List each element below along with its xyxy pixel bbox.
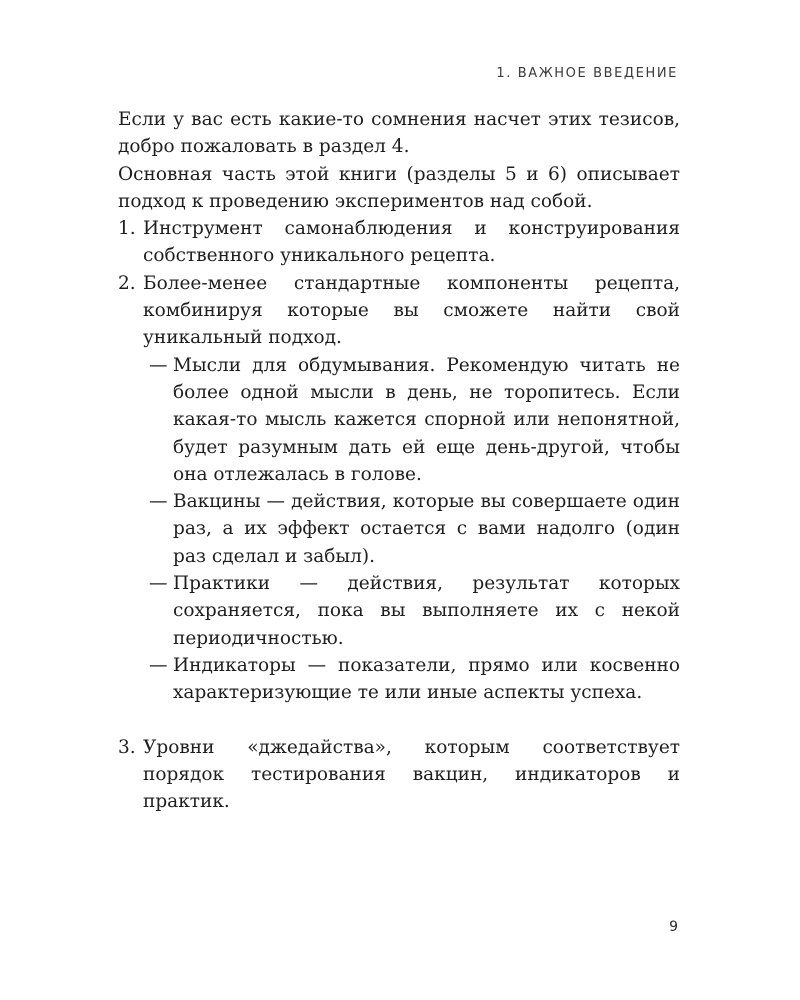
sub-list-item [143,352,680,488]
paragraph: Основная часть этой книги (разделы 5 и 6) описывает подход к проведению экспериментов над собой. [118,163,680,212]
list-item [118,270,680,734]
dash-marker: — [149,654,168,676]
body-text [118,106,680,815]
dash-marker: — [149,354,168,376]
sub-list-item-text: Мысли для обдумывания. Рекомендую читать не более одной мысли в день, не торопитесь. Если какая-то мысль кажется спорной или непонятной, будет разумным дать ей еще день-другой, чтобы она отлежалась в голове. [173,354,680,485]
list-item-text: Инструмент самонаблюдения и конструирования собственного уникального рецепта. [143,218,680,267]
numbered-list [118,215,680,815]
sub-list-item-text: Вакцины — действия, которые вы совершаете один раз, а их эффект остается с вами надолго (один раз сделал и забыл). [173,491,680,567]
dash-marker: — [149,491,168,513]
list-number: 3. [118,736,136,758]
sub-list-item [143,488,680,570]
list-item-text: Более-менее стандартные компоненты рецепта, комбинируя которые вы сможете найти свой уникальный подход. [143,272,680,349]
list-item-text: Уровни «джедайства», которым соответствует порядок тестирования вакцин, индикаторов и практик. [143,736,680,813]
spacer [143,707,680,734]
list-number: 1. [118,218,136,240]
list-item [118,215,680,270]
list-number: 2. [118,272,136,294]
sub-list-item [143,652,680,707]
sub-list-item [143,570,680,652]
paragraph: Если у вас есть какие-то сомнения насчет этих тезисов, добро пожаловать в раздел 4. [118,109,680,158]
sub-list-item-text: Практики — действия, результат которых сохраняется, пока вы выполняете их с некой периодичностью. [173,573,680,649]
dash-list [143,352,680,707]
page-number: 9 [669,919,678,935]
dash-marker: — [149,573,168,595]
list-item [118,734,680,816]
running-head: 1. ВАЖНОЕ ВВЕДЕНИЕ [496,66,678,81]
sub-list-item-text: Индикаторы — показатели, прямо или косвенно характеризующие те или иные аспекты успеха. [173,654,680,704]
